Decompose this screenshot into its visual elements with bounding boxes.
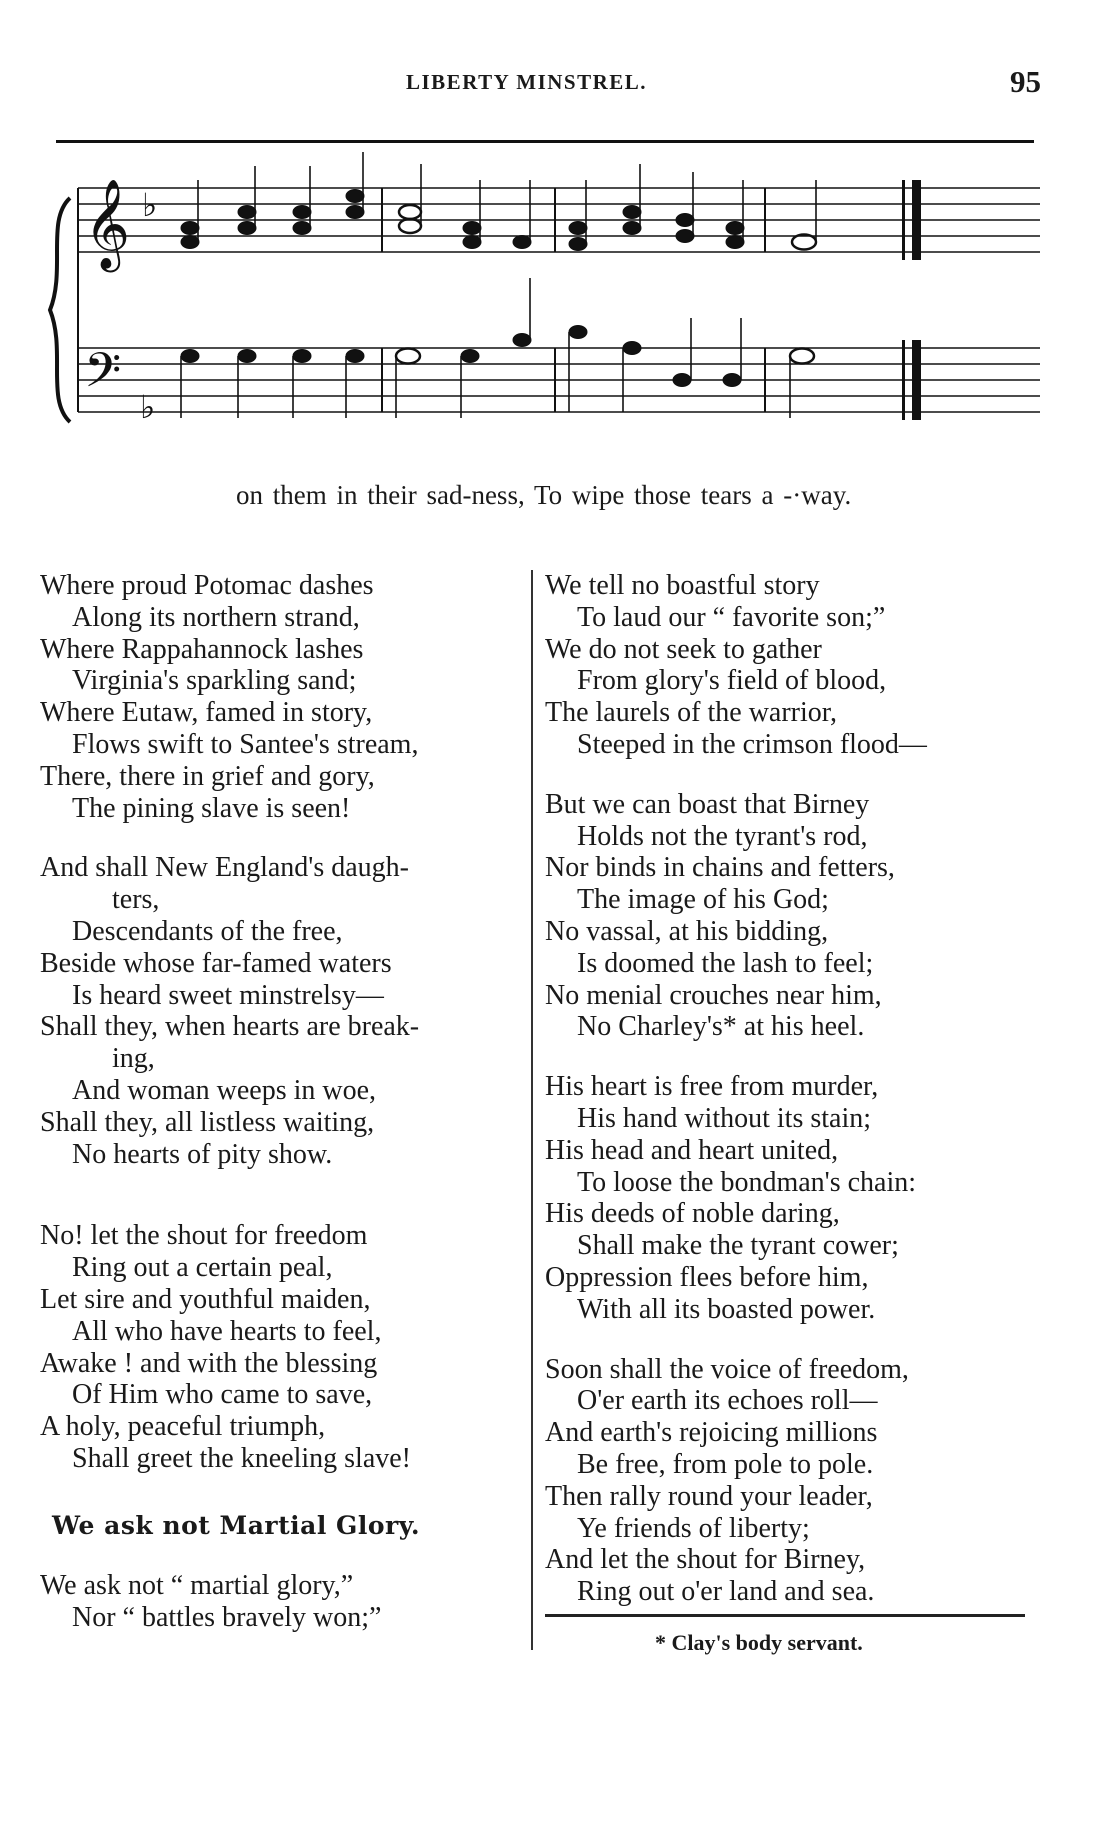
- poem-line: But we can boast that Birney: [545, 788, 870, 820]
- section-title: We ask not Martial Glory.: [52, 1510, 421, 1540]
- poem-line: A holy, peaceful triumph,: [40, 1411, 326, 1443]
- bass-clef-icon: 𝄢: [84, 342, 122, 410]
- poem-line: Holds not the tyrant's rod,: [577, 820, 868, 852]
- poem-line: His heart is free from murder,: [545, 1071, 879, 1103]
- poem-line: Is doomed the lash to feel;: [577, 947, 874, 979]
- poem-line: Along its northern strand,: [72, 601, 360, 633]
- poem-line: The pining slave is seen!: [72, 792, 351, 824]
- poem-line: O'er earth its echoes roll—: [577, 1385, 878, 1417]
- poem-line: ters,: [112, 884, 160, 916]
- poem-line: Where Eutaw, famed in story,: [40, 697, 373, 729]
- poem-line: From glory's field of blood,: [577, 665, 887, 697]
- poem-line: Steeped in the crimson flood—: [577, 728, 927, 760]
- poem-line: Nor binds in chains and fetters,: [545, 852, 895, 884]
- poem-line: Ring out a certain peal,: [72, 1252, 333, 1284]
- poem-line: Nor “ battles bravely won;”: [72, 1601, 382, 1633]
- poem-line: We do not seek to gather: [545, 633, 822, 665]
- final-barline: [902, 180, 921, 420]
- page-header: [0, 0, 1100, 140]
- poem-line: Virginia's sparkling sand;: [72, 665, 357, 697]
- poem-line: Shall they, when hearts are break-: [40, 1011, 420, 1043]
- poem-line: Ye friends of liberty;: [577, 1512, 810, 1544]
- poem-line: And earth's rejoicing millions: [545, 1417, 878, 1449]
- poem-line: His head and heart united,: [545, 1134, 839, 1166]
- poem-line: With all its boasted power.: [577, 1293, 876, 1325]
- poem-line: And let the shout for Birney,: [545, 1544, 866, 1576]
- left-column: [40, 570, 525, 1661]
- poem-line: Awake ! and with the blessing: [40, 1347, 378, 1379]
- bar-lines: [382, 188, 765, 412]
- poem-line: Then rally round your leader,: [545, 1480, 873, 1512]
- poem-line: The laurels of the warrior,: [545, 697, 837, 729]
- poem-line: Ring out o'er land and sea.: [577, 1576, 875, 1608]
- poem-line: No vassal, at his bidding,: [545, 915, 829, 947]
- stanza: [40, 570, 525, 824]
- poem-line: Where proud Potomac dashes: [40, 570, 374, 601]
- poem-line: Flows swift to Santee's stream,: [72, 728, 419, 760]
- music-score: [40, 150, 1050, 510]
- poem-line: Let sire and youthful maiden,: [40, 1283, 371, 1315]
- system-brace: [50, 198, 70, 422]
- stanza: [545, 789, 1045, 1043]
- page-number: 95: [1010, 64, 1041, 99]
- poem-line: Descendants of the free,: [72, 915, 343, 947]
- treble-clef-icon: 𝄞: [84, 179, 131, 269]
- stanza: [545, 1071, 1045, 1325]
- poem-line: Beside whose far-famed waters: [40, 947, 392, 979]
- stanza: [545, 570, 1045, 761]
- poem-line: Of Him who came to save,: [72, 1379, 373, 1411]
- poem-line: Oppression flees before him,: [545, 1261, 869, 1293]
- poem-line: To laud our “ favorite son;”: [577, 601, 886, 633]
- treble-staff: [78, 188, 1040, 252]
- poem-line: Soon shall the voice of freedom,: [545, 1353, 909, 1385]
- stanza: [40, 1570, 525, 1634]
- bass-staff: [78, 348, 1040, 412]
- poem-line: No Charley's* at his heel.: [577, 1011, 865, 1043]
- poem-line: We tell no boastful story: [545, 570, 820, 601]
- music-lyric: on them in their sad-ness, To wipe those tears a -·way.: [236, 480, 852, 510]
- stanza: [545, 1354, 1045, 1608]
- poem-line: His deeds of noble daring,: [545, 1198, 840, 1230]
- poem-line: The image of his God;: [577, 884, 829, 916]
- poem-line: Shall they, all listless waiting,: [40, 1106, 375, 1138]
- poem-line: No! let the shout for freedom: [40, 1220, 368, 1252]
- stanza: [40, 852, 525, 1170]
- treble-flat-icon: ♭: [142, 186, 158, 224]
- poem-line: To loose the bondman's chain:: [577, 1166, 917, 1198]
- poem-line: We ask not “ martial glory,”: [40, 1569, 354, 1601]
- poem-line: Shall make the tyrant cower;: [577, 1230, 899, 1262]
- poem-line: And shall New England's daugh-: [40, 852, 409, 884]
- poem-line: Is heard sweet minstrelsy—: [72, 979, 384, 1011]
- poem-line: No menial crouches near him,: [545, 979, 882, 1011]
- poem-line: ing,: [112, 1043, 155, 1075]
- stanza: [40, 1220, 525, 1474]
- top-rule: [56, 140, 1034, 143]
- running-title: LIBERTY MINSTREL.: [406, 70, 648, 94]
- bass-flat-icon: ♭: [140, 388, 156, 426]
- poem-line: And woman weeps in woe,: [72, 1074, 377, 1106]
- footnote: * Clay's body servant.: [655, 1630, 863, 1655]
- poem-line: There, there in grief and gory,: [40, 760, 375, 792]
- music-staff-svg: [40, 150, 1050, 495]
- poem-line: No hearts of pity show.: [72, 1138, 333, 1170]
- column-divider: [531, 570, 533, 1650]
- poem-line: Be free, from pole to pole.: [577, 1448, 874, 1480]
- poem-line: Where Rappahannock lashes: [40, 633, 364, 665]
- footnote-rule: [545, 1614, 1025, 1617]
- poem-line: All who have hearts to feel,: [72, 1315, 382, 1347]
- right-column: [545, 570, 1045, 1636]
- poem-line: Shall greet the kneeling slave!: [72, 1442, 411, 1474]
- poem-line: His hand without its stain;: [577, 1102, 871, 1134]
